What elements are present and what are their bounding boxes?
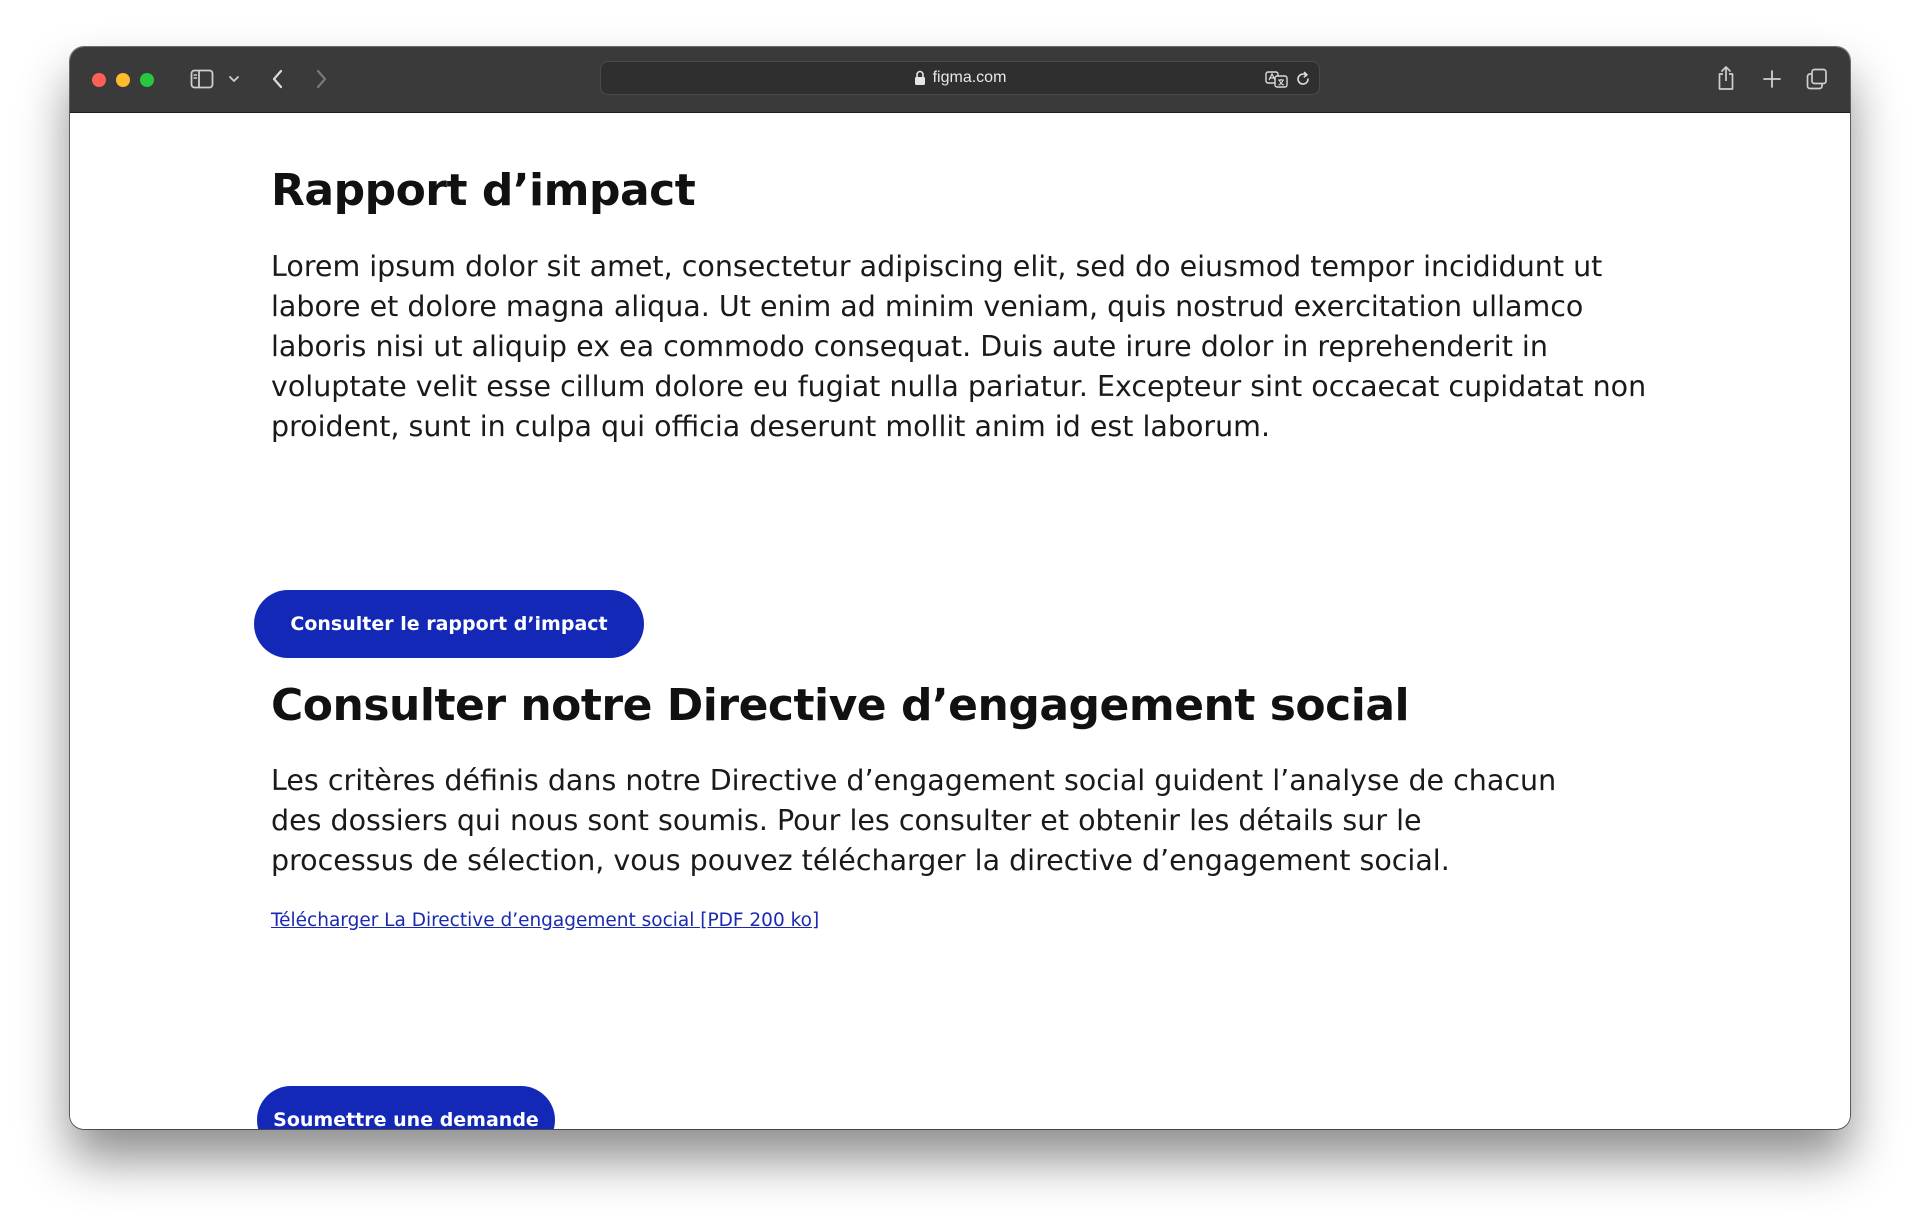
chevron-down-icon[interactable] <box>227 71 241 87</box>
forward-icon[interactable] <box>309 66 333 92</box>
paragraph-line: laboris nisi ut aliquip ex ea commodo consequat. Duis aute irure dolor in reprehenderit in <box>271 330 1548 363</box>
browser-toolbar <box>70 47 1850 113</box>
translate-icon[interactable] <box>1265 68 1289 90</box>
paragraph-line: des dossiers qui nous sont soumis. Pour les consulter et obtenir les détails sur le <box>271 804 1422 837</box>
close-window-button[interactable] <box>92 73 106 87</box>
browser-window <box>70 47 1850 1129</box>
download-directive-link[interactable]: Télécharger La Directive d’engagement social [PDF 200 ko] <box>271 910 820 931</box>
sidebar-icon[interactable] <box>189 67 215 91</box>
minimize-window-button[interactable] <box>116 73 130 87</box>
zoom-window-button[interactable] <box>140 73 154 87</box>
social-engagement-description <box>271 761 1556 881</box>
paragraph-line: voluptate velit esse cillum dolore eu fugiat nulla pariatur. Excepteur sint occaecat cupidatat non <box>271 370 1647 403</box>
url-display <box>601 62 1319 94</box>
paragraph-line: proident, sunt in culpa qui officia deserunt mollit anim id est laborum. <box>271 410 1271 443</box>
impact-report-title: Rapport d’impact <box>271 165 696 216</box>
back-icon[interactable] <box>266 66 290 92</box>
paragraph-line: labore et dolore magna aliqua. Ut enim ad minim veniam, quis nostrud exercitation ullamco <box>271 290 1584 323</box>
paragraph-line: Les critères définis dans notre Directive d’engagement social guident l’analyse de chacun <box>271 764 1557 797</box>
impact-report-description <box>271 247 1646 447</box>
page-content <box>70 113 1850 1129</box>
reload-icon[interactable] <box>1293 69 1313 89</box>
social-engagement-title: Consulter notre Directive d’engagement social <box>271 680 1410 731</box>
view-impact-report-button[interactable]: Consulter le rapport d’impact <box>254 590 644 658</box>
paragraph-line: Lorem ipsum dolor sit amet, consectetur adipiscing elit, sed do eiusmod tempor incididunt ut <box>271 250 1603 283</box>
url-text: figma.com <box>932 69 1007 86</box>
tabs-overview-icon[interactable] <box>1804 66 1830 92</box>
new-tab-icon[interactable] <box>1760 67 1784 91</box>
lock-icon <box>914 70 926 86</box>
share-icon[interactable] <box>1714 63 1738 93</box>
submit-request-button[interactable]: Soumettre une demande <box>257 1086 555 1129</box>
paragraph-line: processus de sélection, vous pouvez télécharger la directive d’engagement social. <box>271 844 1450 877</box>
address-bar[interactable] <box>600 61 1320 95</box>
